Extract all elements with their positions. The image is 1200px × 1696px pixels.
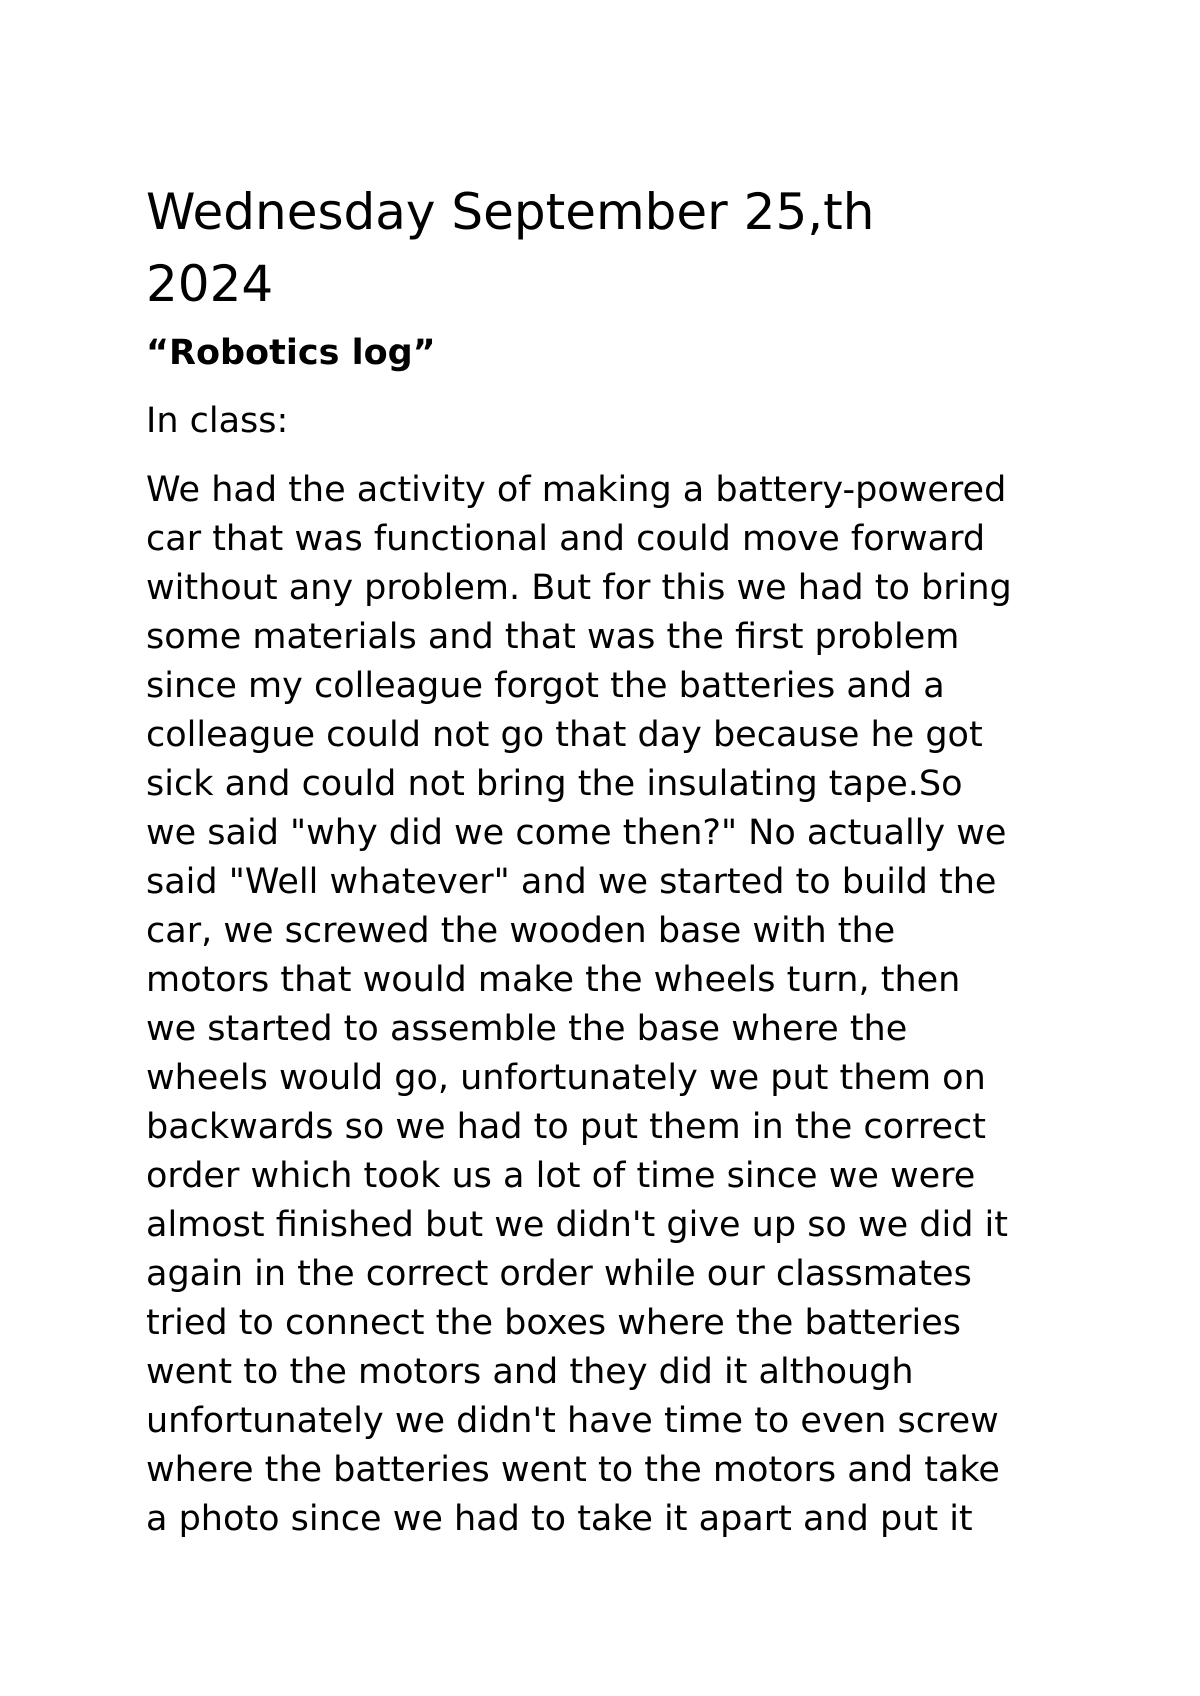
body-text-line: we said "why did we come then?" No actually we — [146, 813, 1007, 853]
body-text-line: unfortunately we didn't have time to even screw — [146, 1401, 999, 1441]
section-label: In class: — [146, 401, 289, 441]
body-text-line: order which took us a lot of time since we were — [146, 1156, 976, 1196]
body-text-line: where the batteries went to the motors and take — [146, 1450, 1000, 1490]
document-content — [146, 176, 1076, 1544]
body-text-line: tried to connect the boxes where the batteries — [146, 1303, 961, 1343]
log-subtitle: “Robotics log” — [146, 333, 436, 373]
body-paragraph — [146, 466, 1076, 1544]
body-text-line: sick and could not bring the insulating tape.So — [146, 764, 963, 804]
body-text-line: said "Well whatever" and we started to build the — [146, 862, 997, 902]
body-text-line: colleague could not go that day because he got — [146, 715, 983, 755]
body-text-line: again in the correct order while our classmates — [146, 1254, 972, 1294]
body-text-line: almost finished but we didn't give up so we did it — [146, 1205, 1008, 1245]
body-text-line: went to the motors and they did it although — [146, 1352, 914, 1392]
body-text-line: motors that would make the wheels turn, then — [146, 960, 961, 1000]
body-text-line: some materials and that was the first problem — [146, 617, 960, 657]
body-text-line: backwards so we had to put them in the correct — [146, 1107, 986, 1147]
body-text-line: car, we screwed the wooden base with the — [146, 911, 896, 951]
page-title — [146, 176, 1076, 320]
body-text-line: car that was functional and could move forward — [146, 519, 986, 559]
title-line-1: Wednesday September 25,th — [146, 183, 875, 241]
body-text-line: a photo since we had to take it apart and put it — [146, 1499, 973, 1539]
body-text-line: since my colleague forgot the batteries and a — [146, 666, 945, 706]
body-text-line: We had the activity of making a battery-powered — [146, 470, 1007, 510]
body-text-line: without any problem. But for this we had to bring — [146, 568, 1012, 608]
body-text-line: wheels would go, unfortunately we put them on — [146, 1058, 986, 1098]
title-line-2: 2024 — [146, 255, 274, 313]
body-text-line: we started to assemble the base where the — [146, 1009, 908, 1049]
